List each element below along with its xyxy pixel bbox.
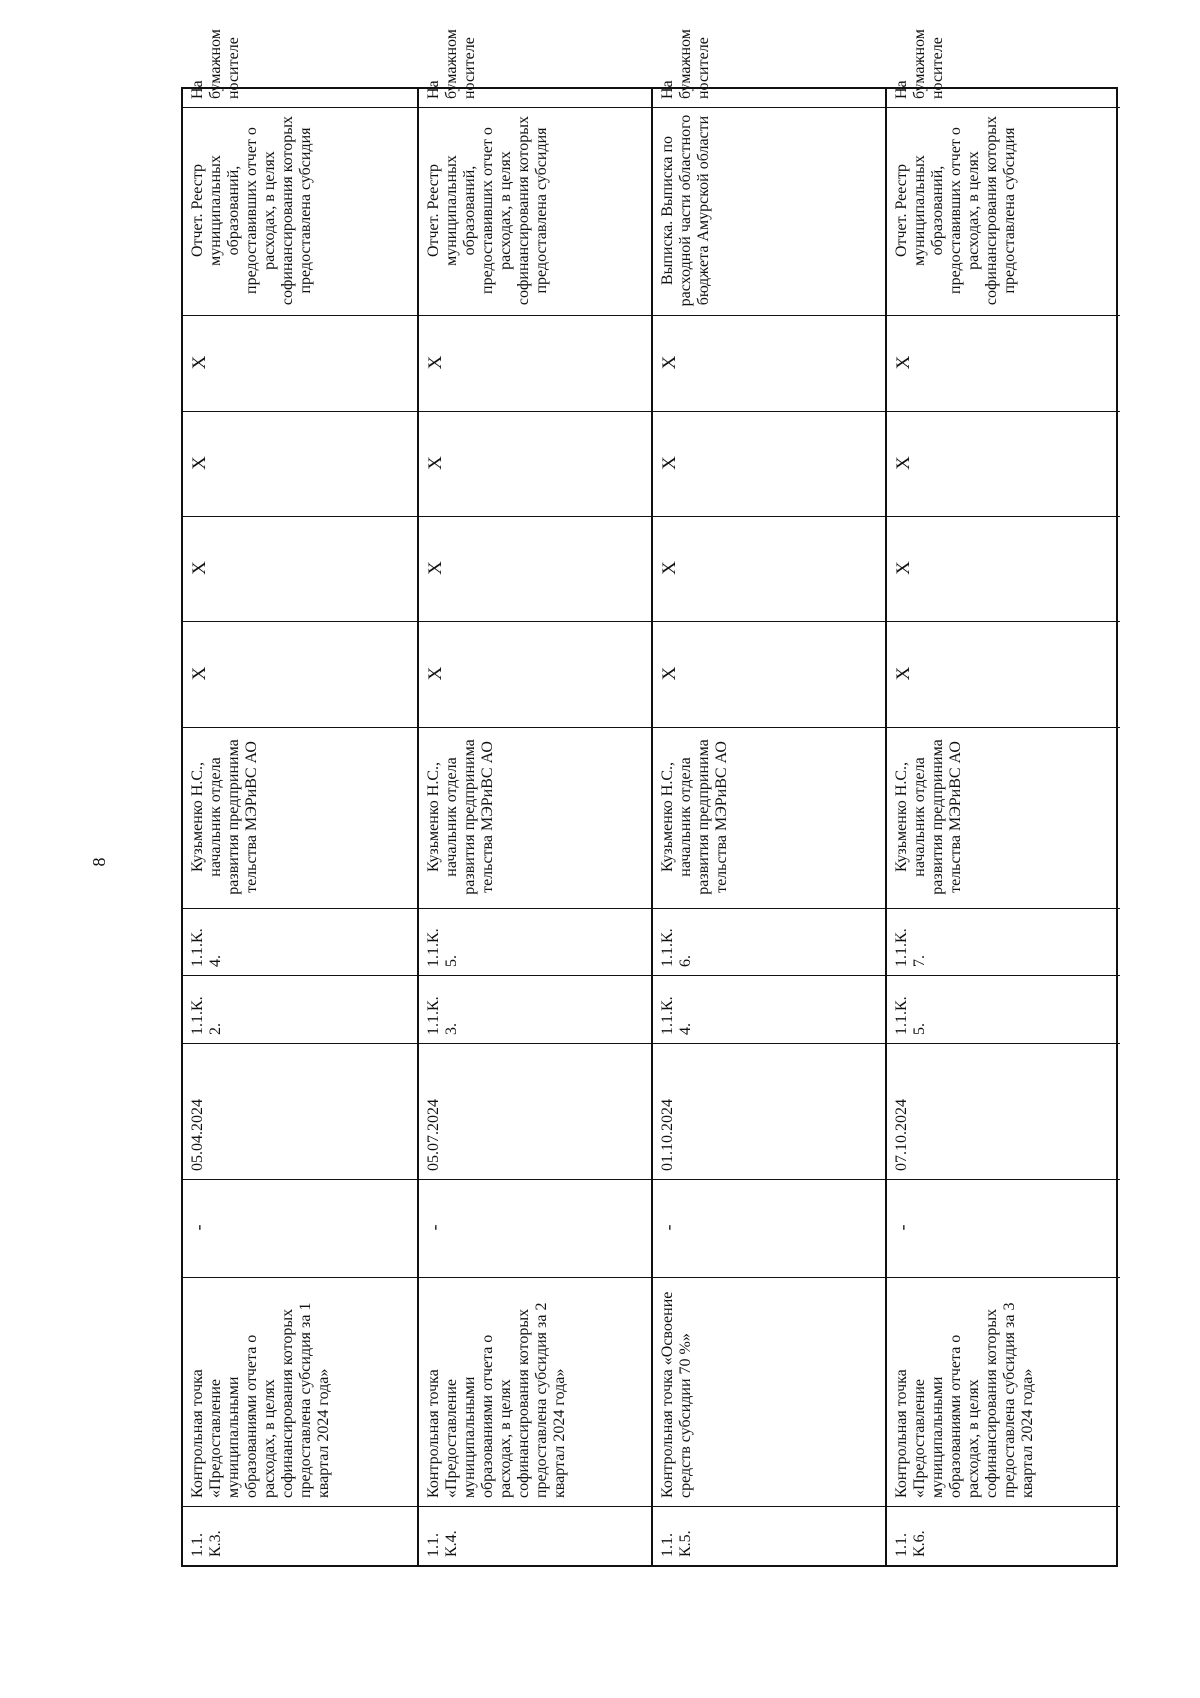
document-medium-cell: На бумажном носителе bbox=[419, 85, 651, 108]
x-mark-cell: Х bbox=[183, 622, 417, 728]
date-cell: 05.04.2024 bbox=[183, 1044, 417, 1180]
dash-cell: - bbox=[653, 1180, 885, 1278]
date-cell: 01.10.2024 bbox=[653, 1044, 885, 1180]
responsible-cell: Кузьменко Н.С., начальник отдела развития предпринима тельства МЭРиВС АО bbox=[653, 728, 885, 909]
x-mark-cell: Х bbox=[419, 517, 651, 622]
control-point-name-cell: Контрольная точка «Освоение средств субсидии 70 %» bbox=[653, 1278, 885, 1507]
row-number-cell: 1.1. К.5. bbox=[659, 1530, 694, 1557]
x-mark-cell: Х bbox=[887, 316, 1120, 412]
dash-cell: - bbox=[419, 1180, 651, 1278]
x-mark-cell: Х bbox=[419, 622, 651, 728]
successor-ref-cell: 1.1.К. 7. bbox=[887, 909, 1120, 976]
responsible-cell: Кузьменко Н.С., начальник отдела развития предпринима тельства МЭРиВС АО bbox=[887, 728, 1120, 909]
date-cell: 05.07.2024 bbox=[419, 1044, 651, 1180]
row-number-cell: 1.1. К.6. bbox=[893, 1530, 928, 1557]
x-mark-cell: Х bbox=[887, 412, 1120, 517]
successor-ref-cell: 1.1.К. 4. bbox=[183, 909, 417, 976]
successor-ref-cell: 1.1.К. 6. bbox=[653, 909, 885, 976]
predecessor-ref-cell: 1.1.К. 2. bbox=[183, 976, 417, 1044]
table-row bbox=[417, 29, 651, 1565]
table-row bbox=[183, 29, 417, 1565]
responsible-cell: Кузьменко Н.С., начальник отдела развития предпринима тельства МЭРиВС АО bbox=[419, 728, 651, 909]
x-mark-cell: Х bbox=[887, 622, 1120, 728]
date-cell: 07.10.2024 bbox=[887, 1044, 1120, 1180]
x-mark-cell: Х bbox=[653, 622, 885, 728]
x-mark-cell: Х bbox=[653, 316, 885, 412]
control-points-table bbox=[181, 29, 1118, 1567]
dash-cell: - bbox=[183, 1180, 417, 1278]
x-mark-cell: Х bbox=[183, 412, 417, 517]
predecessor-ref-cell: 1.1.К. 4. bbox=[653, 976, 885, 1044]
x-mark-cell: Х bbox=[183, 316, 417, 412]
predecessor-ref-cell: 1.1.К. 3. bbox=[419, 976, 651, 1044]
document-medium-cell: На бумажном носителе bbox=[653, 85, 885, 108]
row-number-cell: 1.1. К.3. bbox=[189, 1530, 224, 1557]
x-mark-cell: Х bbox=[419, 316, 651, 412]
control-point-name-cell: Контрольная точка «Предоставление муниципальными образованиями отчета о расходах, в целях софинансирования которых предоставлена субсидия за 2 квартал 2024 года» bbox=[419, 1278, 651, 1507]
page-number: 8 bbox=[89, 857, 109, 867]
control-point-name-cell: Контрольная точка «Предоставление муниципальными образованиями отчета о расходах, в целях софинансирования которых предоставлена субсидия за 1 квартал 2024 года» bbox=[183, 1278, 417, 1507]
table-row bbox=[885, 29, 1120, 1565]
document-type-cell: Отчет. Реестр муниципальных образований, предоставивших отчет о расходах, в целях софинансирования которых предоставлена субсидия bbox=[419, 108, 651, 316]
document-type-cell: Отчет. Реестр муниципальных образований, предоставивших отчет о расходах, в целях софинансирования которых предоставлена субсидия bbox=[887, 108, 1120, 316]
responsible-cell: Кузьменко Н.С., начальник отдела развития предпринима тельства МЭРиВС АО bbox=[183, 728, 417, 909]
document-type-cell: Отчет. Реестр муниципальных образований, предоставивших отчет о расходах, в целях софинансирования которых предоставлена субсидия bbox=[183, 108, 417, 316]
successor-ref-cell: 1.1.К. 5. bbox=[419, 909, 651, 976]
document-medium-cell: На бумажном носителе bbox=[183, 85, 417, 108]
x-mark-cell: Х bbox=[419, 412, 651, 517]
x-mark-cell: Х bbox=[887, 517, 1120, 622]
row-number-cell: 1.1. К.4. bbox=[425, 1530, 460, 1557]
x-mark-cell: Х bbox=[183, 517, 417, 622]
predecessor-ref-cell: 1.1.К. 5. bbox=[887, 976, 1120, 1044]
x-mark-cell: Х bbox=[653, 517, 885, 622]
table-row bbox=[651, 29, 885, 1565]
document-type-cell: Выписка. Выписка по расходной части областного бюджета Амурской области bbox=[653, 108, 885, 316]
dash-cell: - bbox=[887, 1180, 1120, 1278]
control-point-name-cell: Контрольная точка «Предоставление муниципальными образованиями отчета о расходах, в целях софинансирования которых предоставлена субсидия за 3 квартал 2024 года» bbox=[887, 1278, 1120, 1507]
x-mark-cell: Х bbox=[653, 412, 885, 517]
document-medium-cell: На бумажном носителе bbox=[887, 85, 1120, 108]
